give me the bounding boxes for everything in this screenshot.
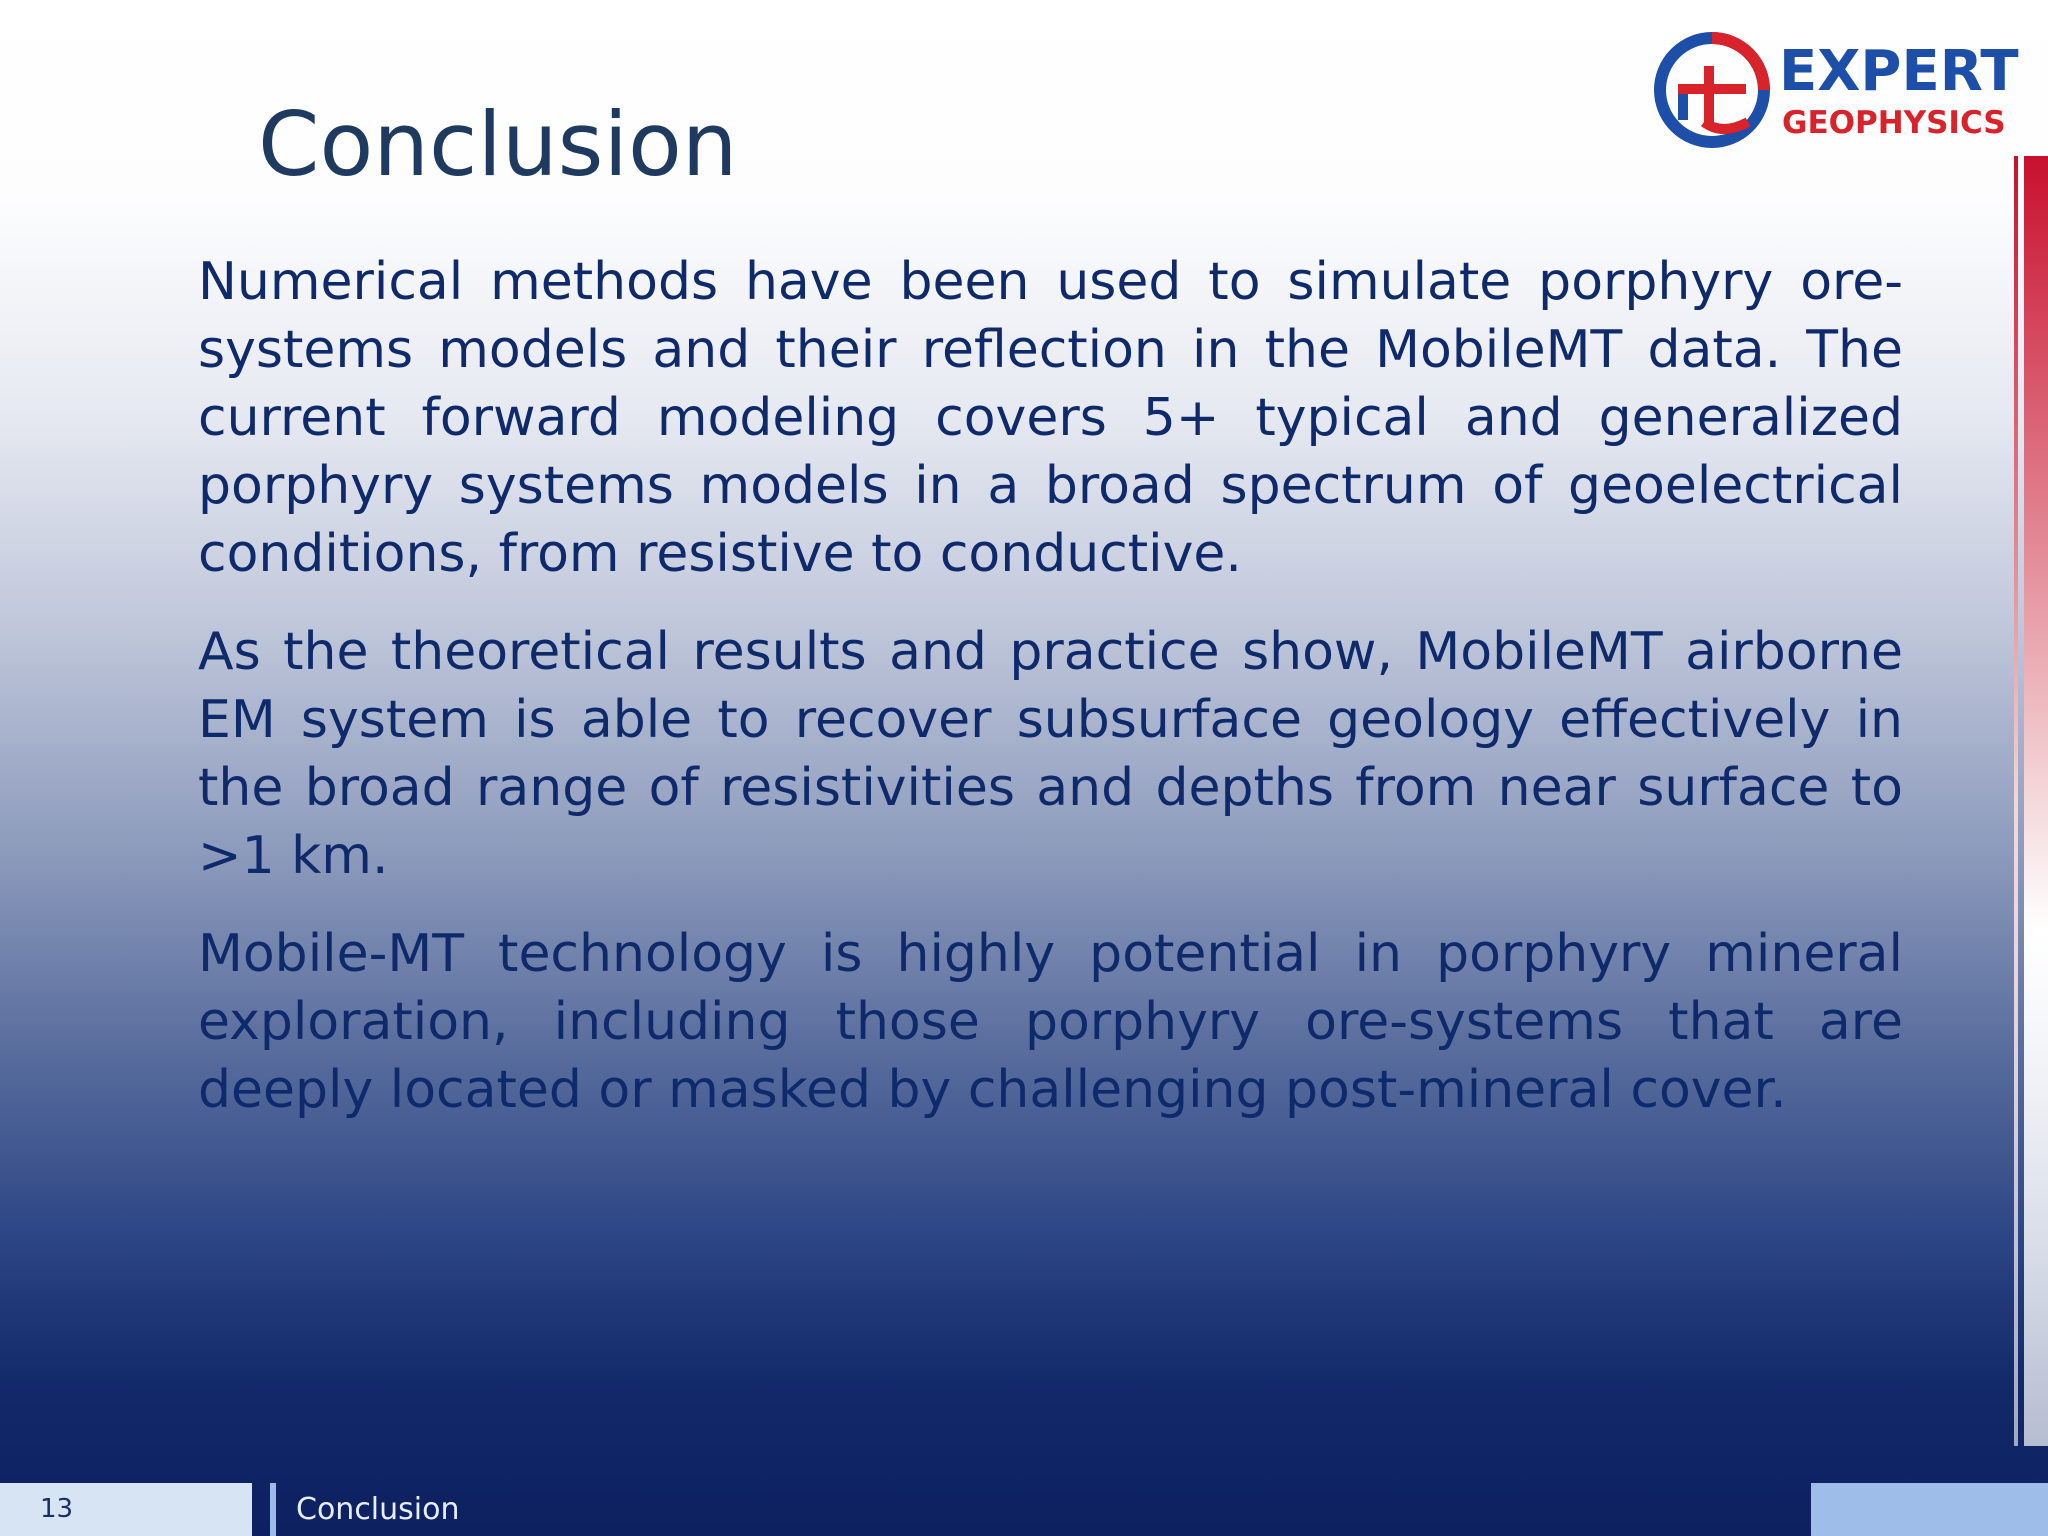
paragraph-theoretical-results: As the theoretical results and practice show, MobileMT airborne EM system is able to recover subsurface geology effectively in the broad range of resistivities and depths from near surface to >1 km. — [198, 622, 1903, 886]
footer-right-box — [1811, 1483, 2048, 1536]
slide-body — [198, 248, 1903, 1154]
logo-emblem-icon — [1660, 38, 1764, 142]
expert-geophysics-logo — [1652, 26, 2024, 154]
accent-bars — [2010, 156, 2048, 1446]
footer-divider — [270, 1483, 276, 1536]
paragraph-numerical-methods: Numerical methods have been used to simulate porphyry ore-systems models and their reflection in the MobileMT data. The current forward modeling covers 5+ typical and generalized porphyry systems models in a broad spectrum of geoelectrical conditions, from resistive to conductive. — [198, 252, 1903, 584]
paragraph-mobile-mt-potential: Mobile-MT technology is highly potential in porphyry mineral exploration, including those porphyry ore-systems that are deeply located or masked by challenging post-mineral cover. — [198, 924, 1903, 1120]
logo-text-expert: EXPERT — [1779, 39, 2019, 104]
slide-number: 13 — [0, 1483, 252, 1536]
footer-section-title: Conclusion — [296, 1492, 460, 1527]
logo-text-geophysics: GEOPHYSICS — [1782, 105, 2006, 141]
slide-title: Conclusion — [258, 93, 738, 196]
